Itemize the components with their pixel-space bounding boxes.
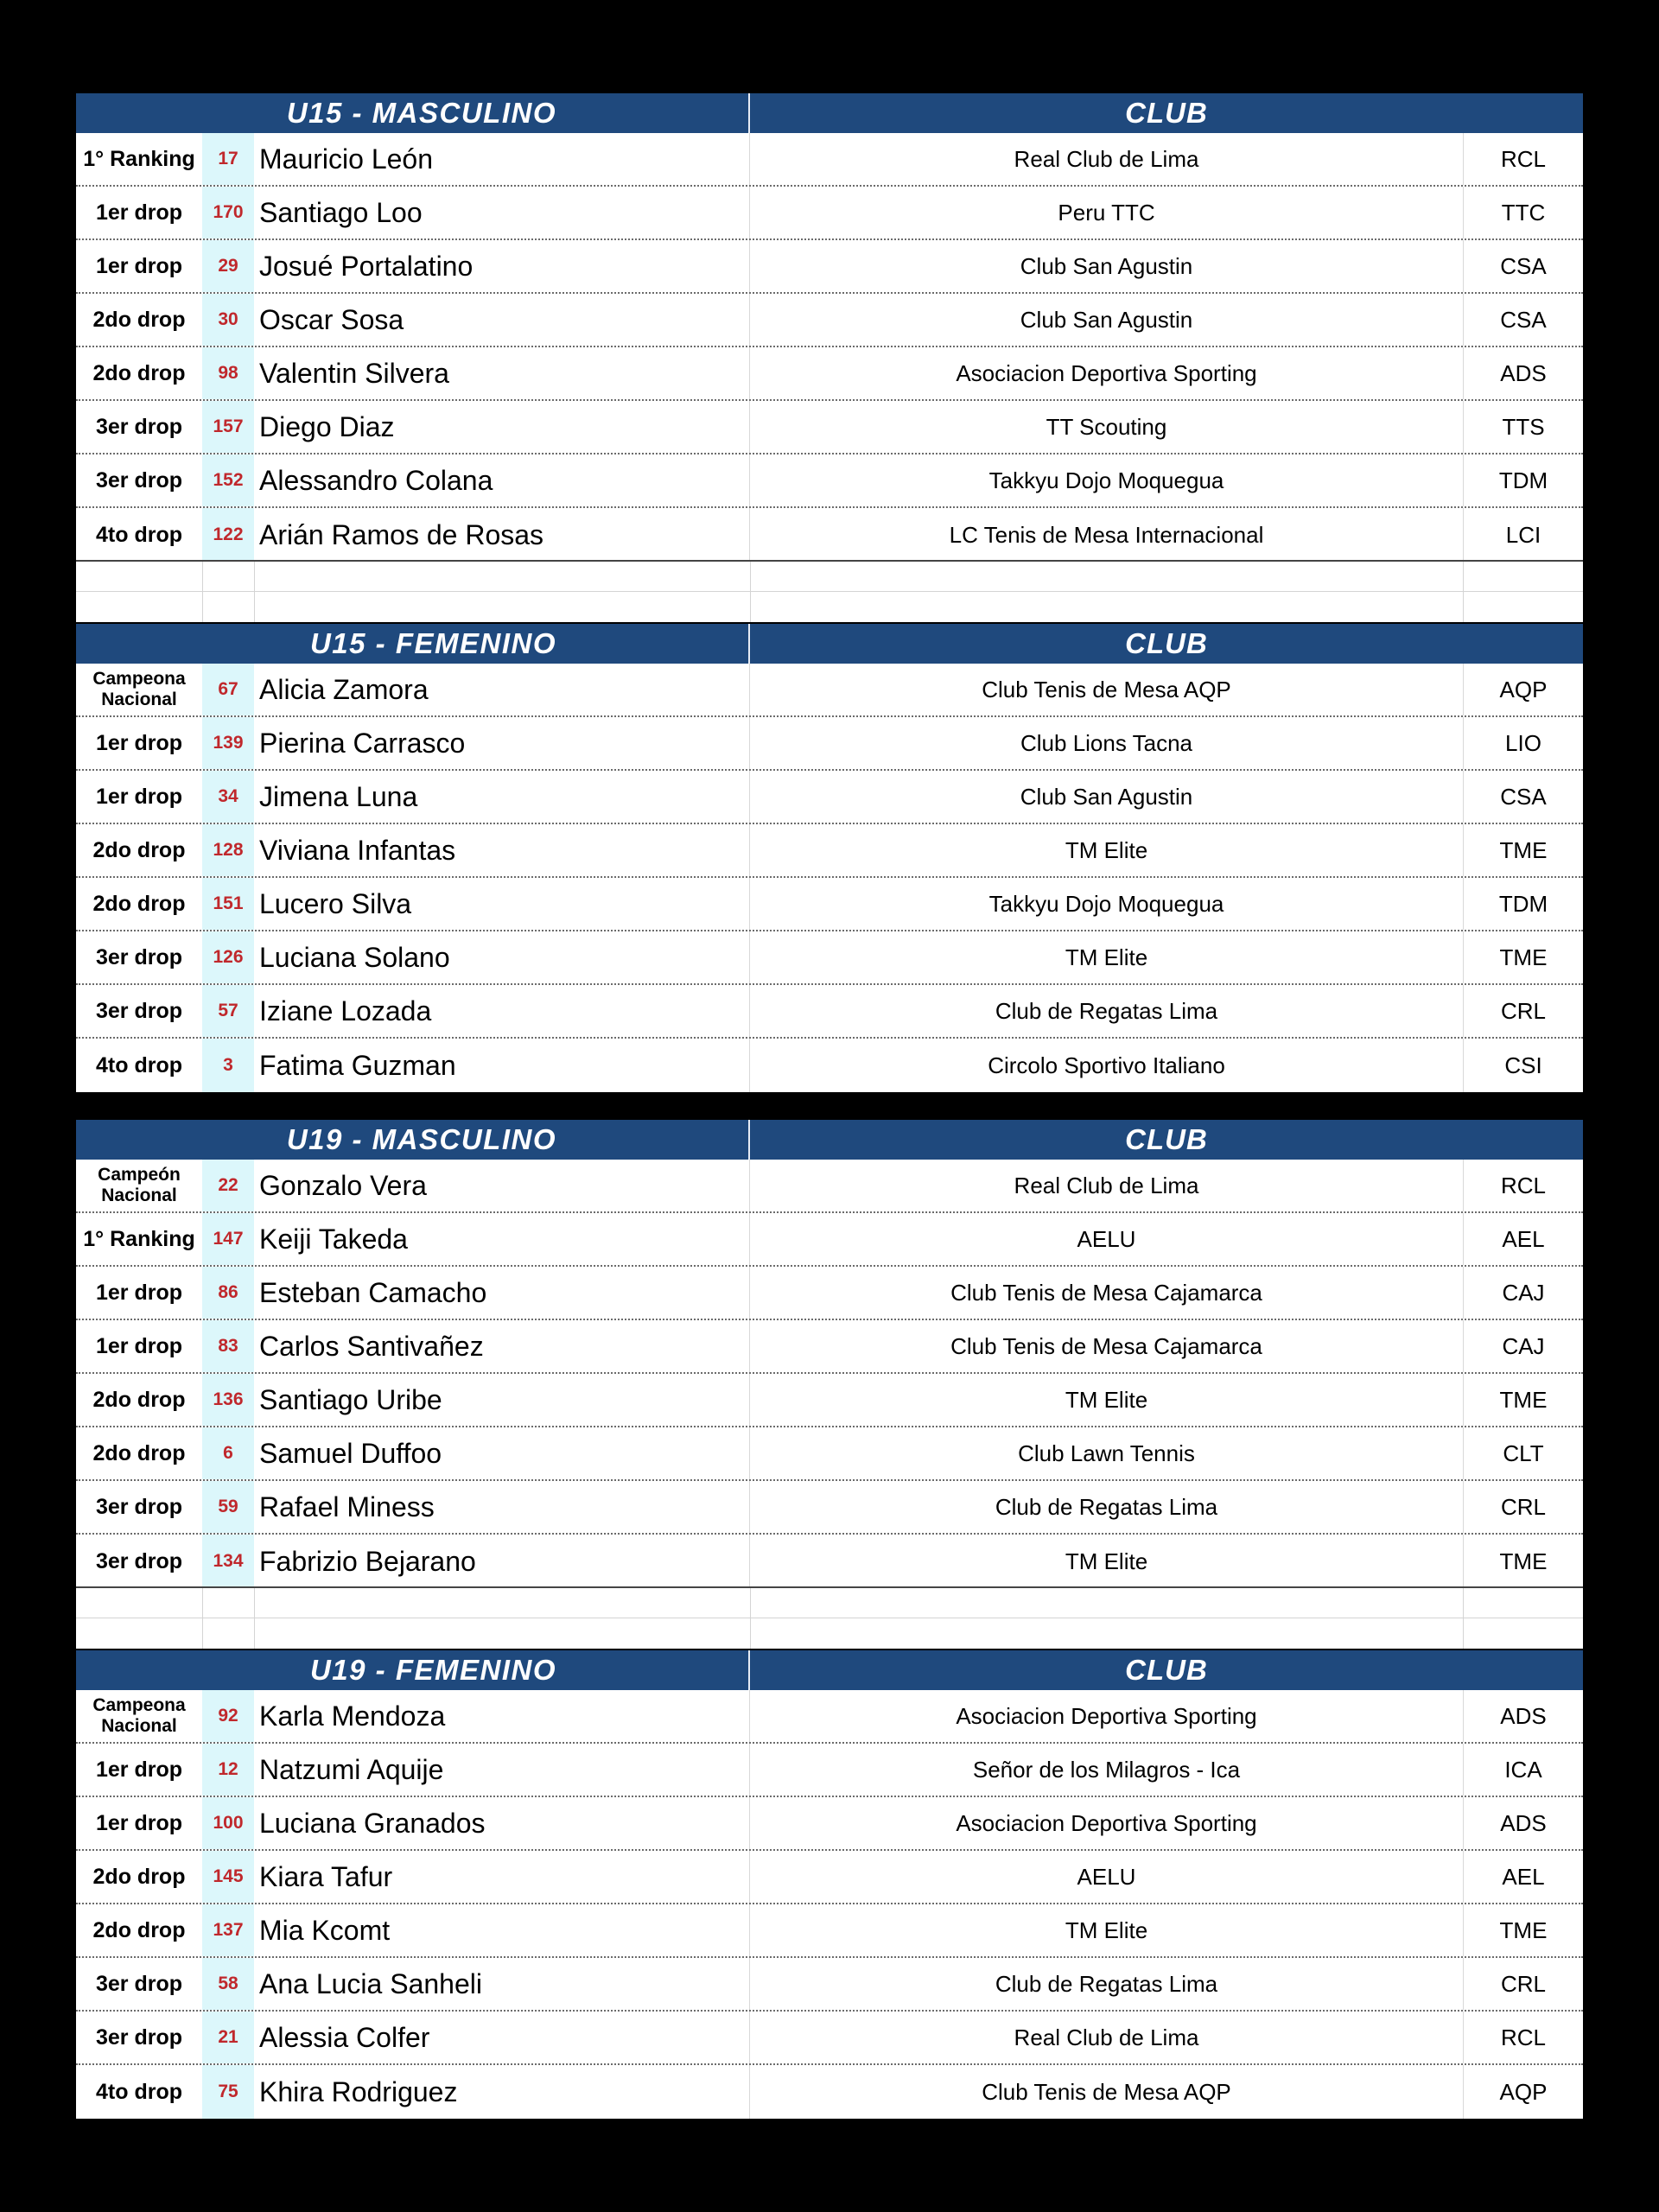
club-name: Real Club de Lima xyxy=(750,1160,1464,1211)
player-row xyxy=(76,1427,1583,1481)
player-name: Lucero Silva xyxy=(254,878,750,930)
club-code: AEL xyxy=(1502,1863,1545,1890)
seed-label: 3er drop xyxy=(95,414,183,439)
club-name: Señor de los Milagros - Ica xyxy=(750,1744,1464,1796)
seed-label: Campeón Nacional xyxy=(98,1165,181,1205)
club-name: Asociacion Deportiva Sporting xyxy=(750,347,1464,399)
player-number: 147 xyxy=(202,1213,254,1265)
club-code: TTS xyxy=(1502,413,1545,440)
seed-label: 1er drop xyxy=(95,253,183,278)
club-code: ADS xyxy=(1500,359,1547,386)
seed-label: 2do drop xyxy=(92,307,186,332)
player-name: Gonzalo Vera xyxy=(254,1160,750,1211)
player-row xyxy=(76,1797,1583,1851)
seed-label: 3er drop xyxy=(95,1971,183,1996)
player-row xyxy=(76,1039,1583,1092)
player-name: Rafael Miness xyxy=(254,1481,750,1533)
club-code: LCI xyxy=(1505,521,1541,548)
seed-label: Campeona Nacional xyxy=(92,669,186,709)
seed-label: 2do drop xyxy=(92,360,186,385)
club-name: Club Tenis de Mesa AQP xyxy=(750,2065,1464,2119)
club-column-header: CLUB xyxy=(1125,1654,1208,1686)
player-row xyxy=(76,1213,1583,1267)
player-number: 170 xyxy=(202,187,254,238)
blank-spacer-rows xyxy=(76,1586,1583,1649)
player-number: 57 xyxy=(202,985,254,1037)
player-name: Fatima Guzman xyxy=(254,1039,750,1092)
player-row xyxy=(76,824,1583,878)
club-name: Club Lawn Tennis xyxy=(750,1427,1464,1479)
player-number: 75 xyxy=(202,2065,254,2119)
club-column-header: CLUB xyxy=(1125,1123,1208,1155)
club-code: CLT xyxy=(1503,1440,1544,1466)
player-row xyxy=(76,2065,1583,2119)
player-name: Santiago Uribe xyxy=(254,1374,750,1426)
player-row xyxy=(76,1374,1583,1427)
player-row xyxy=(76,1958,1583,2012)
club-name: Club de Regatas Lima xyxy=(750,1958,1464,2010)
club-code: CSA xyxy=(1500,306,1547,333)
player-number: 98 xyxy=(202,347,254,399)
club-code: CRL xyxy=(1500,1970,1546,1997)
category-title: U19 - MASCULINO xyxy=(76,1120,750,1160)
player-row xyxy=(76,1481,1583,1535)
player-number: 136 xyxy=(202,1374,254,1426)
seed-label: 1er drop xyxy=(95,730,183,755)
player-name: Oscar Sosa xyxy=(254,294,750,346)
section-header xyxy=(76,1650,1583,1690)
player-row xyxy=(76,187,1583,240)
club-code: TME xyxy=(1499,944,1548,970)
club-code: TDM xyxy=(1498,890,1548,917)
player-name: Ana Lucia Sanheli xyxy=(254,1958,750,2010)
player-row xyxy=(76,1744,1583,1797)
seed-label: 1er drop xyxy=(95,1333,183,1358)
player-number: 137 xyxy=(202,1904,254,1956)
player-number: 3 xyxy=(202,1039,254,1092)
club-code: TME xyxy=(1499,1916,1548,1943)
club-code: CRL xyxy=(1500,997,1546,1024)
player-name: Josué Portalatino xyxy=(254,240,750,292)
club-code: RCL xyxy=(1500,145,1546,172)
club-name: Real Club de Lima xyxy=(750,133,1464,185)
club-code: CAJ xyxy=(1502,1279,1545,1306)
seed-label: 1er drop xyxy=(95,1810,183,1835)
category-title: U15 - MASCULINO xyxy=(76,93,750,133)
player-number: 34 xyxy=(202,771,254,823)
seed-label: 1er drop xyxy=(95,784,183,809)
club-name: Club San Agustin xyxy=(750,240,1464,292)
player-name: Khira Rodriguez xyxy=(254,2065,750,2119)
player-name: Santiago Loo xyxy=(254,187,750,238)
player-row xyxy=(76,1904,1583,1958)
club-code: TDM xyxy=(1498,467,1548,493)
player-row xyxy=(76,664,1583,717)
club-code: TME xyxy=(1499,1386,1548,1413)
club-code: AQP xyxy=(1499,2078,1548,2105)
player-name: Arián Ramos de Rosas xyxy=(254,508,750,562)
player-name: Alessandro Colana xyxy=(254,454,750,506)
player-number: 100 xyxy=(202,1797,254,1849)
club-name: Asociacion Deportiva Sporting xyxy=(750,1797,1464,1849)
club-name: TM Elite xyxy=(750,1535,1464,1588)
player-number: 122 xyxy=(202,508,254,562)
seed-label: 3er drop xyxy=(95,1494,183,1519)
seed-label: 2do drop xyxy=(92,837,186,862)
seed-label: 4to drop xyxy=(96,2079,182,2104)
player-number: 58 xyxy=(202,1958,254,2010)
seed-label: Campeona Nacional xyxy=(92,1695,186,1736)
club-code: ICA xyxy=(1504,1756,1542,1783)
player-number: 86 xyxy=(202,1267,254,1319)
player-row xyxy=(76,401,1583,454)
player-name: Esteban Camacho xyxy=(254,1267,750,1319)
club-name: TM Elite xyxy=(750,824,1464,876)
player-number: 30 xyxy=(202,294,254,346)
seed-label: 3er drop xyxy=(95,2024,183,2050)
seed-label: 2do drop xyxy=(92,891,186,916)
player-number: 126 xyxy=(202,931,254,983)
club-name: Circolo Sportivo Italiano xyxy=(750,1039,1464,1092)
seed-label: 4to drop xyxy=(96,1052,182,1077)
club-code: TME xyxy=(1499,1548,1548,1574)
club-name: Real Club de Lima xyxy=(750,2012,1464,2063)
player-number: 17 xyxy=(202,133,254,185)
seed-label: 1er drop xyxy=(95,1757,183,1782)
player-name: Diego Diaz xyxy=(254,401,750,453)
player-name: Alicia Zamora xyxy=(254,664,750,715)
player-row xyxy=(76,1690,1583,1744)
section-u19-femenino xyxy=(76,1650,1583,2119)
player-row xyxy=(76,985,1583,1039)
player-name: Jimena Luna xyxy=(254,771,750,823)
club-name: Club San Agustin xyxy=(750,294,1464,346)
club-name: Club de Regatas Lima xyxy=(750,1481,1464,1533)
player-number: 157 xyxy=(202,401,254,453)
seed-label: 2do drop xyxy=(92,1440,186,1465)
player-name: Pierina Carrasco xyxy=(254,717,750,769)
seed-label: 1er drop xyxy=(95,200,183,225)
player-number: 139 xyxy=(202,717,254,769)
blank-spacer-rows xyxy=(76,560,1583,622)
club-column-header: CLUB xyxy=(1125,97,1208,129)
club-code: RCL xyxy=(1500,2024,1546,2050)
club-name: AELU xyxy=(750,1213,1464,1265)
club-code: ADS xyxy=(1500,1809,1547,1836)
player-number: 6 xyxy=(202,1427,254,1479)
section-header xyxy=(76,624,1583,664)
player-number: 22 xyxy=(202,1160,254,1211)
category-title: U19 - FEMENINO xyxy=(76,1650,750,1690)
section-header xyxy=(76,93,1583,133)
club-code: CSA xyxy=(1500,252,1547,279)
player-row xyxy=(76,508,1583,562)
club-name: AELU xyxy=(750,1851,1464,1903)
seed-label: 2do drop xyxy=(92,1917,186,1942)
player-number: 145 xyxy=(202,1851,254,1903)
player-row xyxy=(76,1160,1583,1213)
player-number: 152 xyxy=(202,454,254,506)
club-name: Asociacion Deportiva Sporting xyxy=(750,1690,1464,1742)
seed-label: 3er drop xyxy=(95,467,183,493)
player-name: Keiji Takeda xyxy=(254,1213,750,1265)
section-u15-femenino xyxy=(76,624,1583,1092)
player-row xyxy=(76,717,1583,771)
club-name: Club Tenis de Mesa Cajamarca xyxy=(750,1320,1464,1372)
club-name: TT Scouting xyxy=(750,401,1464,453)
club-code: CRL xyxy=(1500,1493,1546,1520)
club-name: Club Lions Tacna xyxy=(750,717,1464,769)
category-title: U15 - FEMENINO xyxy=(76,624,750,664)
player-row xyxy=(76,771,1583,824)
club-code: TME xyxy=(1499,836,1548,863)
player-name: Alessia Colfer xyxy=(254,2012,750,2063)
player-row xyxy=(76,294,1583,347)
club-name: Club San Agustin xyxy=(750,771,1464,823)
section-u15-masculino xyxy=(76,93,1583,562)
player-row xyxy=(76,347,1583,401)
player-row xyxy=(76,931,1583,985)
player-row xyxy=(76,1320,1583,1374)
club-name: Club Tenis de Mesa Cajamarca xyxy=(750,1267,1464,1319)
player-number: 134 xyxy=(202,1535,254,1588)
club-name: LC Tenis de Mesa Internacional xyxy=(750,508,1464,562)
player-name: Kiara Tafur xyxy=(254,1851,750,1903)
club-code: ADS xyxy=(1500,1702,1547,1729)
player-row xyxy=(76,240,1583,294)
player-row xyxy=(76,1535,1583,1588)
player-number: 12 xyxy=(202,1744,254,1796)
player-name: Carlos Santivañez xyxy=(254,1320,750,1372)
player-name: Viviana Infantas xyxy=(254,824,750,876)
player-row xyxy=(76,1267,1583,1320)
seed-label: 2do drop xyxy=(92,1864,186,1889)
club-name: TM Elite xyxy=(750,931,1464,983)
club-code: CSI xyxy=(1504,1052,1542,1078)
section-header xyxy=(76,1120,1583,1160)
player-name: Natzumi Aquije xyxy=(254,1744,750,1796)
club-column-header: CLUB xyxy=(1125,627,1208,659)
club-code: RCL xyxy=(1500,1172,1546,1198)
club-name: TM Elite xyxy=(750,1374,1464,1426)
player-row xyxy=(76,2012,1583,2065)
player-name: Luciana Solano xyxy=(254,931,750,983)
player-name: Mauricio León xyxy=(254,133,750,185)
club-code: AEL xyxy=(1502,1225,1545,1252)
player-name: Samuel Duffoo xyxy=(254,1427,750,1479)
player-name: Karla Mendoza xyxy=(254,1690,750,1742)
club-code: AQP xyxy=(1499,676,1548,702)
player-number: 83 xyxy=(202,1320,254,1372)
player-number: 59 xyxy=(202,1481,254,1533)
seed-label: 1° Ranking xyxy=(83,146,195,171)
player-number: 29 xyxy=(202,240,254,292)
seed-label: 3er drop xyxy=(95,944,183,969)
club-name: TM Elite xyxy=(750,1904,1464,1956)
club-name: Takkyu Dojo Moquegua xyxy=(750,454,1464,506)
player-name: Iziane Lozada xyxy=(254,985,750,1037)
seed-label: 3er drop xyxy=(95,1548,183,1573)
player-name: Valentin Silvera xyxy=(254,347,750,399)
club-name: Club Tenis de Mesa AQP xyxy=(750,664,1464,715)
player-number: 92 xyxy=(202,1690,254,1742)
player-number: 21 xyxy=(202,2012,254,2063)
club-code: CSA xyxy=(1500,783,1547,810)
club-name: Club de Regatas Lima xyxy=(750,985,1464,1037)
section-u19-masculino xyxy=(76,1120,1583,1588)
player-name: Mia Kcomt xyxy=(254,1904,750,1956)
club-code: CAJ xyxy=(1502,1332,1545,1359)
player-name: Fabrizio Bejarano xyxy=(254,1535,750,1588)
player-row xyxy=(76,133,1583,187)
player-number: 128 xyxy=(202,824,254,876)
seed-label: 1° Ranking xyxy=(83,1226,195,1251)
player-number: 67 xyxy=(202,664,254,715)
player-number: 151 xyxy=(202,878,254,930)
club-code: TTC xyxy=(1501,199,1546,226)
seed-label: 4to drop xyxy=(96,522,182,547)
club-code: LIO xyxy=(1505,729,1541,756)
club-name: Peru TTC xyxy=(750,187,1464,238)
player-name: Luciana Granados xyxy=(254,1797,750,1849)
seed-label: 3er drop xyxy=(95,998,183,1023)
player-row xyxy=(76,878,1583,931)
player-row xyxy=(76,454,1583,508)
seed-label: 1er drop xyxy=(95,1280,183,1305)
player-row xyxy=(76,1851,1583,1904)
seed-label: 2do drop xyxy=(92,1387,186,1412)
club-name: Takkyu Dojo Moquegua xyxy=(750,878,1464,930)
